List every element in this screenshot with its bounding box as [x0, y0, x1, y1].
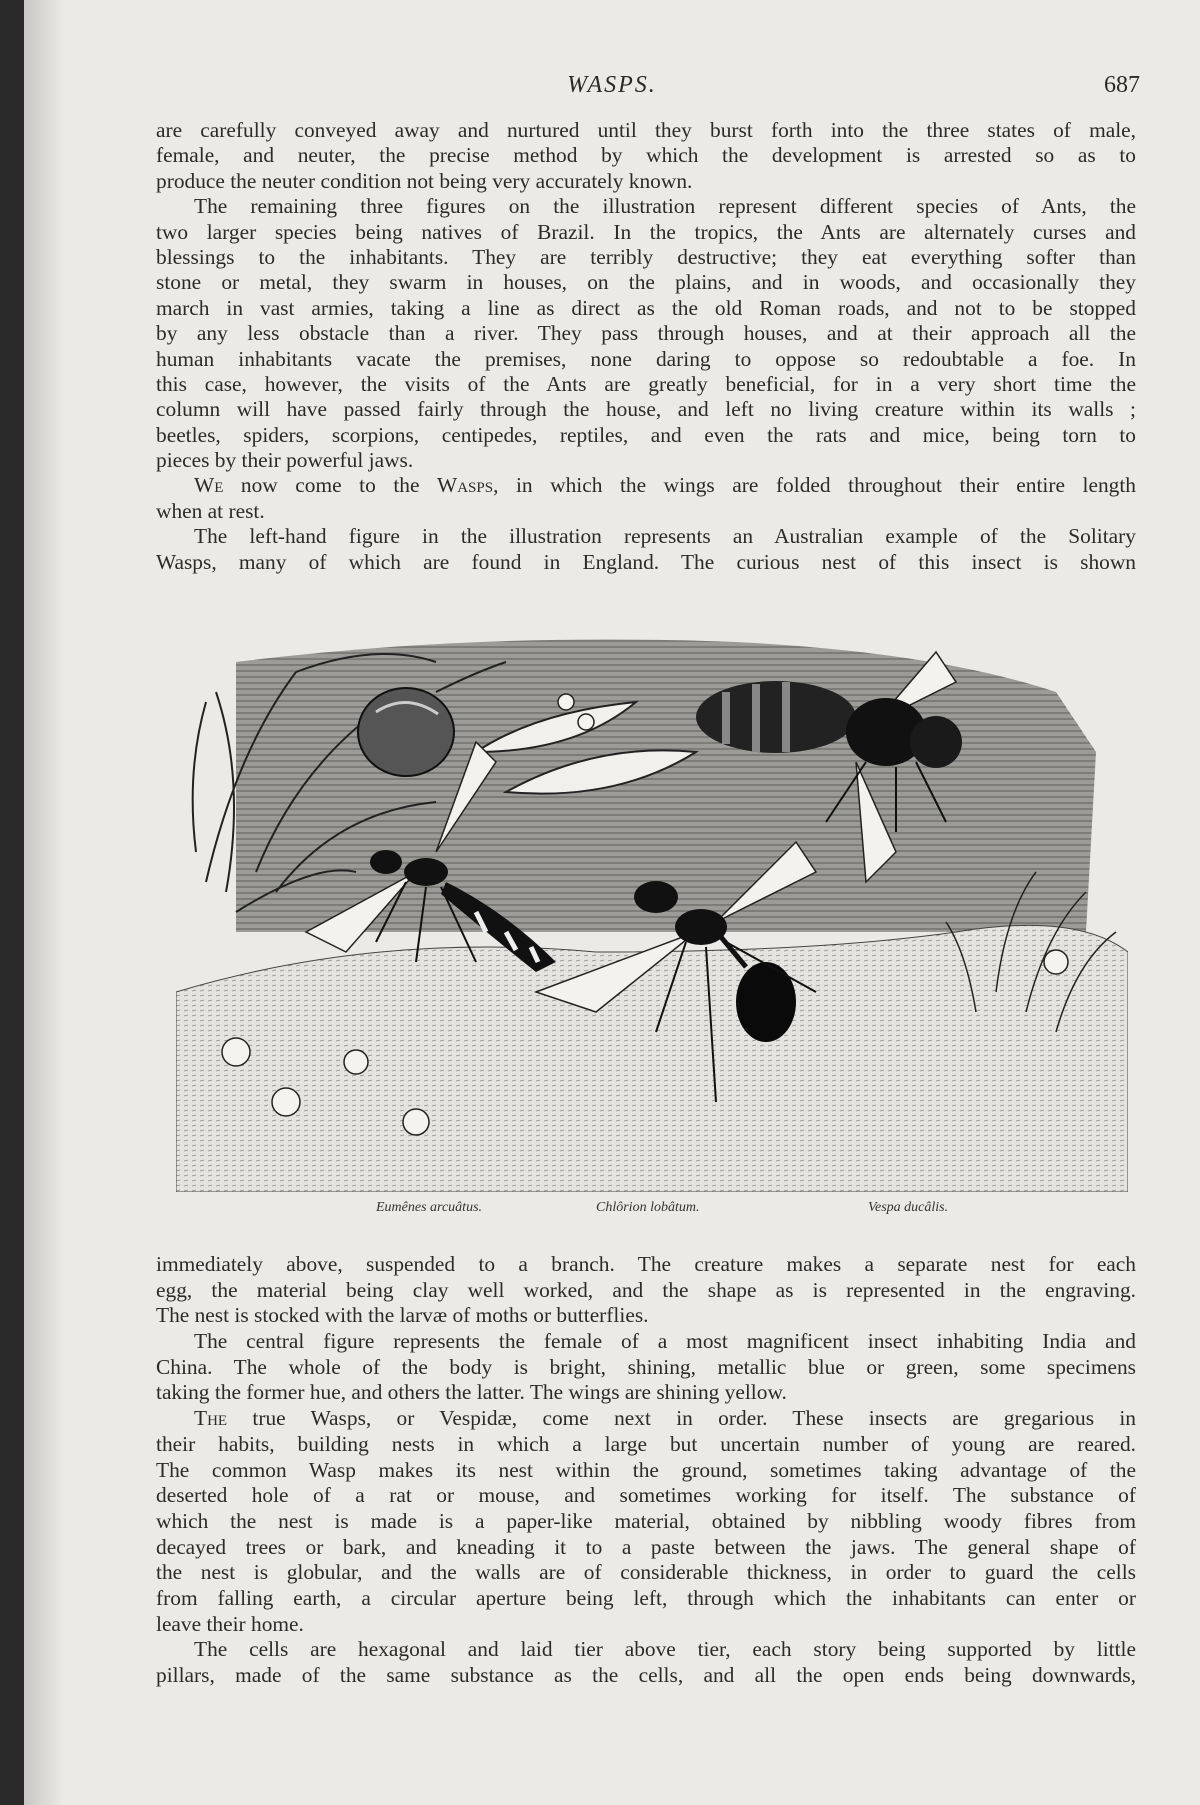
text-line	[156, 1252, 1136, 1278]
line-text: stone or metal, they swarm in houses, on the plains, and in woods, and occasionally they	[156, 270, 1136, 295]
line-text: march in vast armies, taking a line as direct as the old Roman roads, and not to be stopped	[156, 295, 1136, 320]
text-line	[156, 245, 1136, 270]
running-head	[24, 72, 1200, 112]
line-text: blessings to the inhabitants. They are terribly destructive; they eat everything softer than	[156, 244, 1136, 269]
text-line	[156, 1560, 1136, 1586]
text-line	[156, 1535, 1136, 1561]
small-caps-lead: We	[194, 473, 224, 498]
text-line	[156, 1355, 1136, 1381]
line-text: The remaining three figures on the illustration represent different species of Ants, the	[194, 194, 1136, 219]
text-line	[156, 143, 1136, 168]
small-caps-word: Wasps	[437, 473, 494, 498]
line-text: deserted hole of a rat or mouse, and sometimes working for itself. The substance of	[156, 1483, 1136, 1508]
text-line	[156, 499, 1136, 524]
text-line	[156, 448, 1136, 473]
text-line	[156, 1637, 1136, 1663]
line-text: true Wasps, or Vespidæ, come next in order. These insects are gregarious in	[252, 1406, 1136, 1431]
text-line	[156, 296, 1136, 321]
text-line	[156, 220, 1136, 245]
text-line	[156, 169, 1136, 194]
line-text: from falling earth, a circular aperture being left, through which the inhabitants can enter or	[156, 1585, 1136, 1610]
line-text: pillars, made of the same substance as the cells, and all the open ends being downwards,	[156, 1663, 1136, 1687]
wasp-illustration	[176, 632, 1128, 1192]
line-text: Wasps, many of which are found in England. The curious nest of this insect is shown	[156, 549, 1136, 574]
caption-vespa: Vespa ducâlis.	[868, 1200, 949, 1215]
text-line	[156, 1483, 1136, 1509]
text-line	[156, 1509, 1136, 1535]
line-text: are carefully conveyed away and nurtured until they burst forth into the three states of male,	[156, 118, 1136, 142]
line-text: taking the former hue, and others the latter. The wings are shining yellow.	[156, 1380, 787, 1405]
line-text: decayed trees or bark, and kneading it to a paste between the jaws. The general shape of	[156, 1534, 1136, 1559]
text-line	[156, 524, 1136, 549]
line-text: their habits, building nests in which a large but uncertain number of young are reared.	[156, 1431, 1136, 1456]
text-line	[156, 321, 1136, 346]
text-line	[156, 473, 1136, 498]
line-text: The left-hand figure in the illustration represents an Australian example of the Solitary	[194, 524, 1136, 549]
line-text: when at rest.	[156, 498, 265, 523]
text-line	[156, 270, 1136, 295]
line-text: pieces by their powerful jaws.	[156, 448, 414, 473]
text-line	[156, 397, 1136, 422]
page-number: 687	[1104, 72, 1140, 98]
small-caps-lead: The	[194, 1406, 228, 1431]
text-line	[156, 1303, 1136, 1329]
book-page	[24, 0, 1200, 1805]
text-line	[156, 1278, 1136, 1304]
body-text-top	[156, 118, 1136, 575]
line-text: leave their home.	[156, 1611, 304, 1636]
figure-captions	[176, 1200, 1128, 1224]
text-line	[156, 550, 1136, 575]
line-text: female, and neuter, the precise method by which the development is arrested so as to	[156, 143, 1136, 168]
line-text: The central figure represents the female of a most magnificent insect inhabiting India and	[194, 1329, 1136, 1354]
text-line	[156, 1612, 1136, 1638]
line-text: egg, the material being clay well worked, and the shape as is represented in the engraving.	[156, 1277, 1136, 1302]
line-tail: , in which the wings are folded throughout their entire length	[493, 473, 1136, 498]
body-text-bottom	[156, 1252, 1136, 1689]
line-text: produce the neuter condition not being very accurately known.	[156, 168, 693, 193]
line-text: which the nest is made is a paper-like material, obtained by nibbling woody fibres from	[156, 1508, 1136, 1533]
text-line	[156, 423, 1136, 448]
text-line	[156, 347, 1136, 372]
line-text: The nest is stocked with the larvæ of moths or butterflies.	[156, 1303, 649, 1328]
line-text: this case, however, the visits of the Ants are greatly beneficial, for in a very short time the	[156, 371, 1136, 396]
line-text: China. The whole of the body is bright, shining, metallic blue or green, some specimens	[156, 1354, 1136, 1379]
running-title: WASPS.	[567, 72, 657, 98]
text-line	[156, 1406, 1136, 1432]
line-text: The common Wasp makes its nest within the ground, sometimes taking advantage of the	[156, 1457, 1136, 1482]
caption-chlorion: Chlôrion lobâtum.	[596, 1200, 700, 1215]
line-text: The cells are hexagonal and laid tier above tier, each story being supported by little	[194, 1637, 1136, 1662]
caption-eumenes: Eumênes arcuâtus.	[376, 1200, 483, 1215]
text-line	[156, 1663, 1136, 1689]
text-line	[156, 194, 1136, 219]
line-text: the nest is globular, and the walls are of considerable thickness, in order to guard the cells	[156, 1560, 1136, 1585]
line-text: beetles, spiders, scorpions, centipedes, reptiles, and even the rats and mice, being torn to	[156, 422, 1136, 447]
text-line	[156, 1458, 1136, 1484]
text-line	[156, 118, 1136, 143]
text-line	[156, 1329, 1136, 1355]
text-line	[156, 372, 1136, 397]
text-line	[156, 1380, 1136, 1406]
line-text: two larger species being natives of Brazil. In the tropics, the Ants are alternately curses and	[156, 219, 1136, 244]
line-text: immediately above, suspended to a branch. The creature makes a separate nest for each	[156, 1252, 1136, 1276]
line-text: human inhabitants vacate the premises, none daring to oppose so redoubtable a foe. In	[156, 346, 1136, 371]
line-text: now come to the	[240, 473, 420, 498]
text-line	[156, 1586, 1136, 1612]
line-text: by any less obstacle than a river. They pass through houses, and at their approach all the	[156, 321, 1136, 346]
line-text: column will have passed fairly through the house, and left no living creature within its walls ;	[156, 397, 1136, 422]
text-line	[156, 1432, 1136, 1458]
